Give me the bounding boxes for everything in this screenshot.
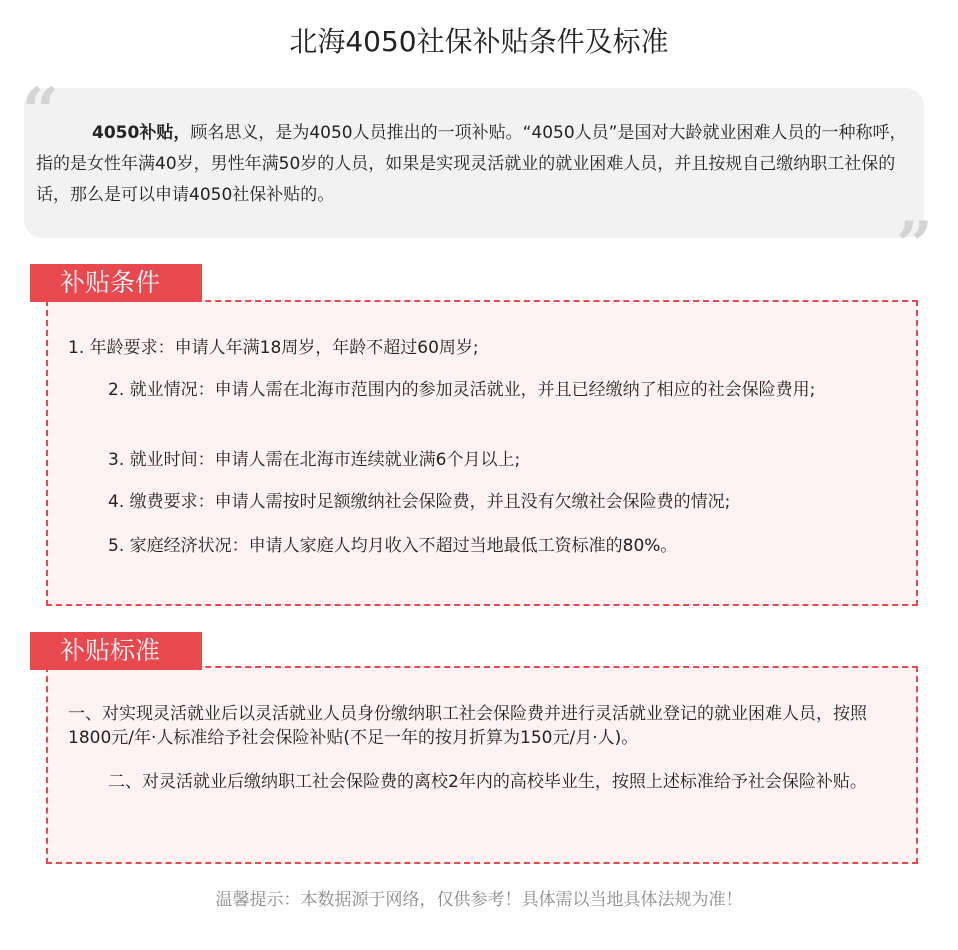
standards-box xyxy=(46,666,918,864)
footer-note: 温馨提示：本数据源于网络，仅供参考！具体需以当地具体法规为准！ xyxy=(215,890,743,910)
intro-paragraph xyxy=(36,118,916,211)
condition-item-2: 2. 就业情况：申请人需在北海市范围内的参加灵活就业，并且已经缴纳了相应的社会保险费用; xyxy=(108,380,816,400)
standard-item-1: 一、对实现灵活就业后以灵活就业人员身份缴纳职工社会保险费并进行灵活就业登记的就业困难人员，按照1800元/年·人标准给予社会保险补贴(不足一年的按月折算为150元/月·人)。 xyxy=(68,704,867,748)
standard-item-2: 二、对灵活就业后缴纳职工社会保险费的离校2年内的高校毕业生，按照上述标准给予社会保险补贴。 xyxy=(108,772,867,792)
condition-item-4: 4. 缴费要求：申请人需按时足额缴纳社会保险费，并且没有欠缴社会保险费的情况; xyxy=(108,492,731,512)
page-title: 北海4050社保补贴条件及标准 xyxy=(289,25,669,58)
condition-item-5: 5. 家庭经济状况：申请人家庭人均月收入不超过当地最低工资标准的80%。 xyxy=(108,536,678,556)
intro-lead: 4050补贴， xyxy=(92,123,191,143)
open-quote-icon: “ xyxy=(22,74,59,149)
intro-body: 顾名思义，是为4050人员推出的一项补贴。“4050人员”是国对大龄就业困难人员的一种称呼，指的是女性年满40岁，男性年满50岁的人员，如果是实现灵活就业的就业困难人员，并且按规自己缴纳职工社保的话，那么是可以申请4050社保补贴的。 xyxy=(36,123,907,205)
close-quote-icon: ” xyxy=(896,208,933,283)
standards-label: 补贴标准 xyxy=(30,632,202,670)
conditions-label: 补贴条件 xyxy=(30,264,202,302)
condition-item-3: 3. 就业时间：申请人需在北海市连续就业满6个月以上; xyxy=(108,450,521,470)
condition-item-1: 1. 年龄要求：申请人年满18周岁，年龄不超过60周岁; xyxy=(68,338,479,358)
